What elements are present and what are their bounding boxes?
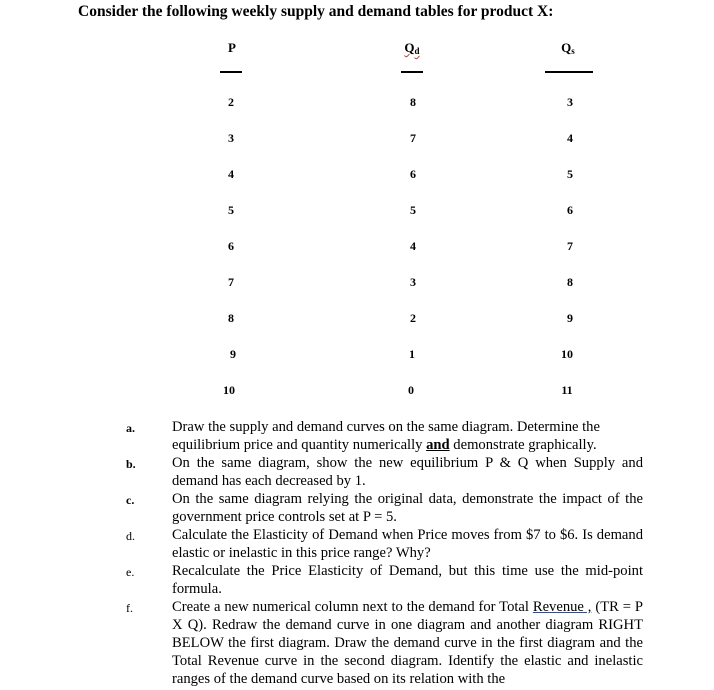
cell-qs: 8: [567, 275, 573, 289]
cell-qd: 5: [410, 203, 416, 217]
cell-qs: 4: [567, 131, 573, 145]
question-a-line1: Draw the supply and demand curves on the same diagram. Determine the: [172, 419, 600, 435]
cell-qd: 4: [410, 239, 416, 253]
qs-header-rule: [545, 71, 593, 73]
cell-qd: 2: [410, 311, 416, 325]
cell-price: 4: [228, 167, 234, 181]
question-a-label: a.: [126, 421, 135, 435]
cell-price: 7: [228, 275, 234, 289]
header-quantity-supplied: [538, 40, 598, 56]
cell-price: 3: [228, 131, 234, 145]
question-b-text: On the same diagram, show the new equilibrium P & Q when Supply and demand has each decreased by 1.: [172, 455, 643, 489]
price-header-rule: [220, 71, 242, 73]
question-d-text: Calculate the Elasticity of Demand when Price moves from $7 to $6. Is demand elastic or inelastic in this price range? Why?: [172, 527, 643, 561]
cell-qd: 1: [409, 347, 415, 361]
header-qs-letter: Q: [561, 40, 572, 55]
cell-qd: 6: [410, 167, 416, 181]
header-qs-subscript: s: [571, 46, 575, 56]
question-c-label: c.: [126, 493, 135, 507]
question-c-text: On the same diagram relying the original data, demonstrate the impact of the government price controls set at P = 5.: [172, 491, 643, 525]
page-title: Consider the following weekly supply and demand tables for product X:: [78, 3, 554, 20]
header-price-label: P: [228, 40, 236, 55]
question-a-text: [172, 418, 643, 454]
cell-price: 9: [230, 347, 236, 361]
question-a-line2: equilibrium price and quantity numerically and demonstrate graphically.: [172, 437, 597, 453]
question-d-label: d.: [126, 529, 135, 543]
question-e-text: Recalculate the Price Elasticity of Demand, but this time use the mid-point formula.: [172, 563, 643, 597]
cell-qd: 3: [410, 275, 416, 289]
cell-price: 2: [228, 95, 234, 109]
cell-qs: 5: [567, 167, 573, 181]
cell-price: 6: [228, 239, 234, 253]
revenue-term: Revenue ,: [532, 599, 592, 615]
cell-qs: 10: [561, 347, 573, 361]
cell-qd: 7: [410, 131, 416, 145]
qd-header-rule: [401, 71, 423, 73]
header-quantity-demanded: [382, 40, 442, 56]
emphasis-and: and: [426, 437, 450, 453]
cell-qs: 9: [567, 311, 573, 325]
cell-qd: 8: [410, 95, 416, 109]
header-qd-subscript: d: [414, 46, 420, 56]
header-price: [202, 40, 262, 56]
cell-price: 5: [228, 203, 234, 217]
cell-qs: 6: [567, 203, 573, 217]
cell-price: 10: [223, 383, 235, 397]
question-f-label: f.: [126, 601, 133, 615]
cell-qd: 0: [408, 383, 414, 397]
cell-qs: 7: [567, 239, 573, 253]
question-f-text: Create a new numerical column next to the demand for Total Revenue , (TR = P X Q). Redraw the demand curve in one diagram and another diagram RIGHT BELOW the first diagram. Draw the demand curve in the first diagram and the Total Revenue curve in the second diagram. Identify the elastic and inelastic ranges of the demand curve based on its relation with the: [172, 599, 643, 687]
cell-qs: 3: [567, 95, 573, 109]
cell-qs: 11: [561, 383, 573, 397]
question-e-label: e.: [126, 565, 135, 579]
cell-price: 8: [228, 311, 234, 325]
header-qd-letter: Q: [404, 40, 415, 55]
question-b-label: b.: [126, 457, 136, 471]
